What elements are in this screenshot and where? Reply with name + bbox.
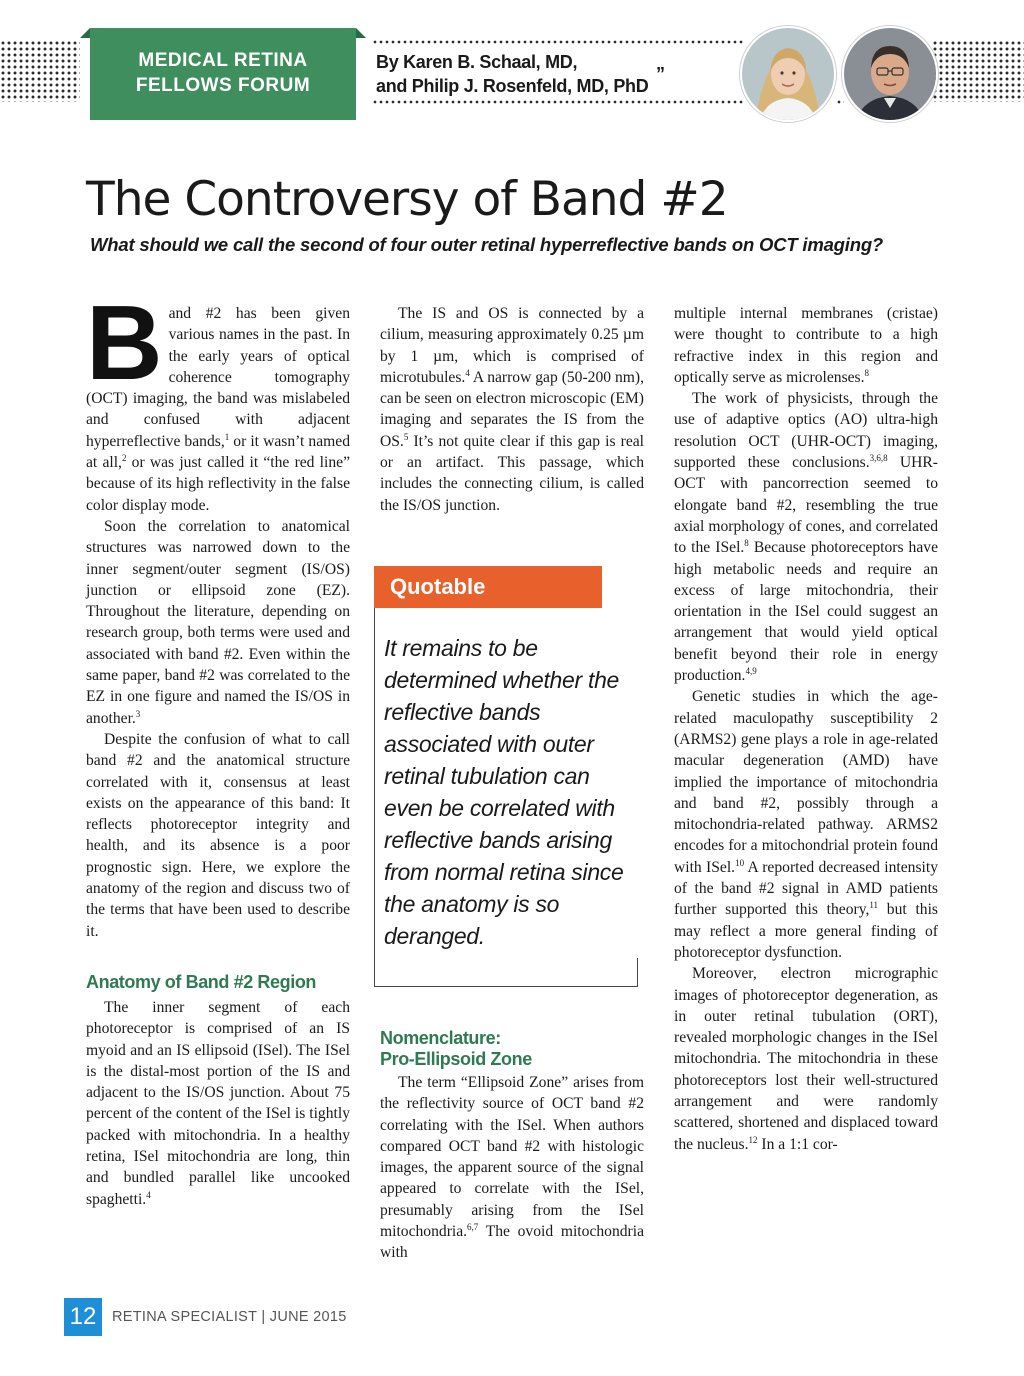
header-dots-right	[932, 40, 1024, 102]
drop-cap: B	[86, 284, 163, 402]
article-subtitle: What should we call the second of four outer retinal hyperreflective bands on OCT imaging?	[90, 234, 884, 255]
page-number: 12	[64, 1298, 102, 1336]
byline-mark: ”	[656, 64, 665, 84]
column-1	[86, 284, 350, 1210]
paragraph: The work of physicists, through the use of adaptive optics (AO) ultra-high resolution OCT (UHR-OCT) imaging, supported these conclusions.$^{3,6,8}$ UHR-OCT with pancorrection seemed to elongate band #2, resembling the true axial morphology of cones, and correlated to the ISel.$^8$ Because photoreceptors have high metabolic needs and require an excess of large mitochondria, their orientation in the ISel could suggest an arrangement that would yield optical benefit beyond their role in energy production.$^{4,9}$	[674, 390, 938, 685]
author-portrait-rosenfeld	[842, 26, 938, 122]
author-portrait-schaal	[740, 26, 836, 122]
paragraph: The inner segment of each photoreceptor is comprised of an IS myoid and an IS ellipsoid (ISel). The ISel is the distal-most portion of the IS and adjacent to the IS/OS junction. About 75 percent of the content of the ISel is tightly packed with mitochondria. In a healthy retina, ISel mitochondria are long, thin and bundled parallel like uncooked spaghetti.$^4$	[86, 998, 350, 1208]
forum-tab	[90, 28, 356, 120]
paragraph: multiple internal membranes (cristae) were thought to contribute to a high refractive index in this region and optically serve as microlenses.$^8$	[674, 305, 938, 386]
article-title: The Controversy of Band #2	[86, 172, 728, 227]
byline	[376, 50, 716, 98]
column-2-lower	[380, 1028, 644, 1264]
paragraph: Despite the confusion of what to call band #2 and the anatomical structure correlated with it, consensus at least exists on the appearance of this band: It reflects photoreceptor integrity and health, and its absence is a poor prognostic sign. Here, we explore the anatomy of the region and discuss two of the terms that have been used to describe it.	[86, 730, 350, 940]
quotable-box	[374, 566, 638, 994]
quotable-label: Quotable	[374, 566, 602, 608]
section-heading: Nomenclature:	[380, 1028, 501, 1048]
section-heading: Anatomy of Band #2 Region	[86, 971, 317, 992]
quotable-text: It remains to be determined whether the reflective bands associated with outer retinal tubulation can even be correlated with reflective bands arising from normal retina since the anatomy is so deranged.	[384, 635, 624, 949]
portrait-woman-icon	[742, 28, 834, 120]
column-3	[674, 303, 938, 1155]
paragraph: The term “Ellipsoid Zone” arises from the reflectivity source of OCT band #2 correlating with the ISel. When authors compared OCT band #2 with histologic images, the apparent source of the signal appeared to correlate with the ISel, presumably arising from the ISel mitochondria.$^{6,7}$ The ovoid mitochondria with	[380, 1074, 644, 1262]
paragraph: Band #2 has been given various names in the past. In the early years of optical coherence tomography (OCT) imaging, the band was mislabeled and confused with adjacent hyperreflective bands,$^1$ or it wasn’t named at all,$^2$ or was just called it “the red line” because of its high reflectivity in the false color display mode.	[86, 284, 350, 514]
header-dots-left	[0, 40, 80, 102]
section-heading: Pro-Ellipsoid Zone	[380, 1049, 532, 1069]
avatar-rule	[836, 100, 844, 104]
publication-line: RETINA SPECIALIST | JUNE 2015	[112, 1309, 347, 1325]
forum-line2: FELLOWS FORUM	[135, 75, 311, 96]
portrait-man-icon	[844, 28, 936, 120]
paragraph: Soon the correlation to anatomical structures was narrowed down to the inner segment/outer segment (IS/OS) junction or ellipsoid zone (EZ). Throughout the literature, depending on research group, both terms were used and associated with band #2. Even within the same paper, band #2 was correlated to the EZ in one figure and named the IS/OS in another.$^3$	[86, 517, 350, 727]
byline-line2: and Philip J. Rosenfeld, MD, PhD	[376, 76, 649, 96]
paragraph: The IS and OS is connected by a cilium, measuring approximately 0.25 µm by 1 µm, which is comprised of microtubules.$^4$ A narrow gap (50-200 nm), can be seen on electron microscopic (EM) imaging and separates the IS from the OS.$^5$ It’s not quite clear if this gap is real or an artifact. This passage, which includes the connecting cilium, is called the IS/OS junction.	[380, 305, 644, 514]
forum-line1: MEDICAL RETINA	[138, 50, 308, 71]
byline-line1: By Karen B. Schaal, MD,	[376, 52, 578, 72]
byline-rule-bottom	[372, 100, 744, 104]
column-2	[380, 303, 644, 516]
byline-rule-top	[372, 40, 744, 44]
paragraph: Genetic studies in which the age-related maculopathy susceptibility 2 (ARMS2) gene plays a role in age-related macular degeneration (AMD) have implied the importance of mitochondria and band #2, possibly through a mitochondria-related pathway. ARMS2 encodes for a mitochondrial protein found with ISel.$^{10}$ A reported decreased intensity of the band #2 signal in AMD patients further supported this theory,$^{11}$ but this may reflect a more general finding of photoreceptor dysfunction.	[674, 688, 938, 961]
paragraph: Moreover, electron micrographic images of photoreceptor degeneration, as in outer retinal tubulation (ORT), revealed morphologic changes in the ISel mitochondria. The mitochondria in these photoreceptors lost their well-structured arrangement and were randomly scattered, shortened and displaced toward the nucleus.$^{12}$ In a 1:1 cor-	[674, 965, 938, 1153]
